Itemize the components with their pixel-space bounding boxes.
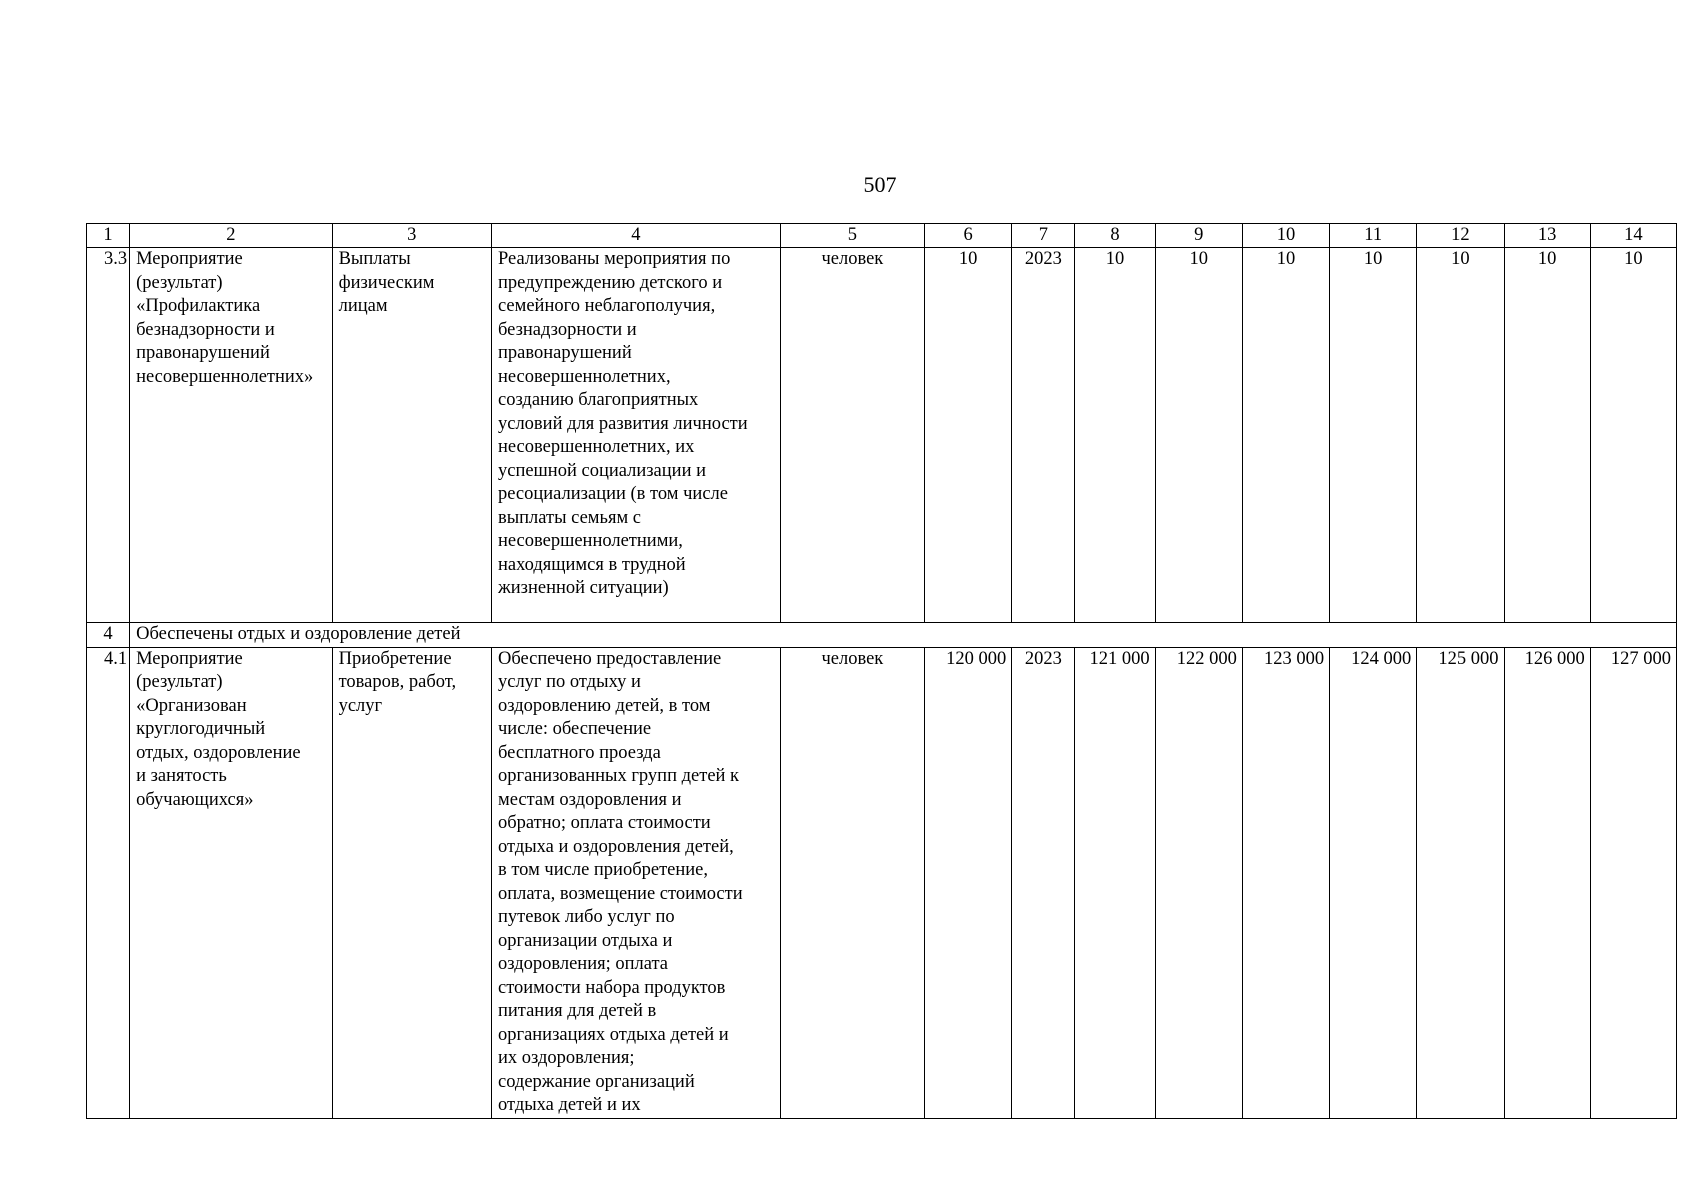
section-number: 4: [87, 623, 130, 648]
unit: человек: [780, 647, 924, 1118]
column-header: 7: [1012, 224, 1075, 248]
results-table: [86, 223, 1677, 1119]
column-header: 2: [130, 224, 333, 248]
table-section-4: [87, 623, 1677, 648]
column-number-row: [87, 224, 1677, 248]
page-number: 507: [863, 172, 897, 197]
column-header: 9: [1155, 224, 1242, 248]
column-header: 13: [1504, 224, 1590, 248]
year-value: 10: [1504, 248, 1590, 623]
result-description: Обеспечено предоставление услуг по отдыху и оздоровлению детей, в том числе: обеспечение бесплатного проезда организованных групп детей к местам оздоровления и обратно; оплата стоимости отдыха и оздоровления детей, в том числе приобретение, оплата, возмещение стоимости путевок либо услуг по организации отдыха и оздоровления; оплата стоимости набора продуктов питания для детей в организациях отдыха детей и их оздоровления; содержание организаций отдыха детей и их: [491, 647, 780, 1118]
activity-name: Мероприятие (результат) «Профилактика безнадзорности и правонарушений несовершеннолетних»: [130, 248, 333, 623]
activity-type: Приобретение товаров, работ, услуг: [332, 647, 491, 1118]
row-number: 4.1: [87, 647, 130, 1118]
column-header: 3: [332, 224, 491, 248]
table-row-3-3: [87, 248, 1677, 623]
column-header: 4: [491, 224, 780, 248]
year-value: 10: [1330, 248, 1417, 623]
base-year: 2023: [1012, 647, 1075, 1118]
year-value: 10: [1155, 248, 1242, 623]
activity-name: Мероприятие (результат) «Организован круглогодичный отдых, оздоровление и занятость обучающихся»: [130, 647, 333, 1118]
year-value: 125 000: [1417, 647, 1504, 1118]
year-value: 10: [1242, 248, 1329, 623]
unit: человек: [780, 248, 924, 623]
base-year: 2023: [1012, 248, 1075, 623]
year-value: 126 000: [1504, 647, 1590, 1118]
year-value: 121 000: [1075, 647, 1155, 1118]
column-header: 5: [780, 224, 924, 248]
year-value: 122 000: [1155, 647, 1242, 1118]
year-value: 124 000: [1330, 647, 1417, 1118]
column-header: 14: [1590, 224, 1676, 248]
column-header: 12: [1417, 224, 1504, 248]
section-title: Обеспечены отдых и оздоровление детей: [130, 623, 1677, 648]
year-value: 10: [1417, 248, 1504, 623]
column-header: 10: [1242, 224, 1329, 248]
column-header: 1: [87, 224, 130, 248]
activity-type: Выплаты физическим лицам: [332, 248, 491, 623]
base-value: 10: [925, 248, 1012, 623]
year-value: 10: [1590, 248, 1676, 623]
result-description: Реализованы мероприятия по предупреждению детского и семейного неблагополучия, безнадзорности и правонарушений несовершеннолетних, созданию благоприятных условий для развития личности несовершеннолетних, их успешной социализации и ресоциализации (в том числе выплаты семьям с несовершеннолетними, находящимся в трудной жизненной ситуации): [491, 248, 780, 623]
column-header: 11: [1330, 224, 1417, 248]
base-value: 120 000: [925, 647, 1012, 1118]
row-number: 3.3: [87, 248, 130, 623]
table-row-4-1: [87, 647, 1677, 1118]
year-value: 10: [1075, 248, 1155, 623]
year-value: 123 000: [1242, 647, 1329, 1118]
column-header: 6: [925, 224, 1012, 248]
column-header: 8: [1075, 224, 1155, 248]
year-value: 127 000: [1590, 647, 1676, 1118]
